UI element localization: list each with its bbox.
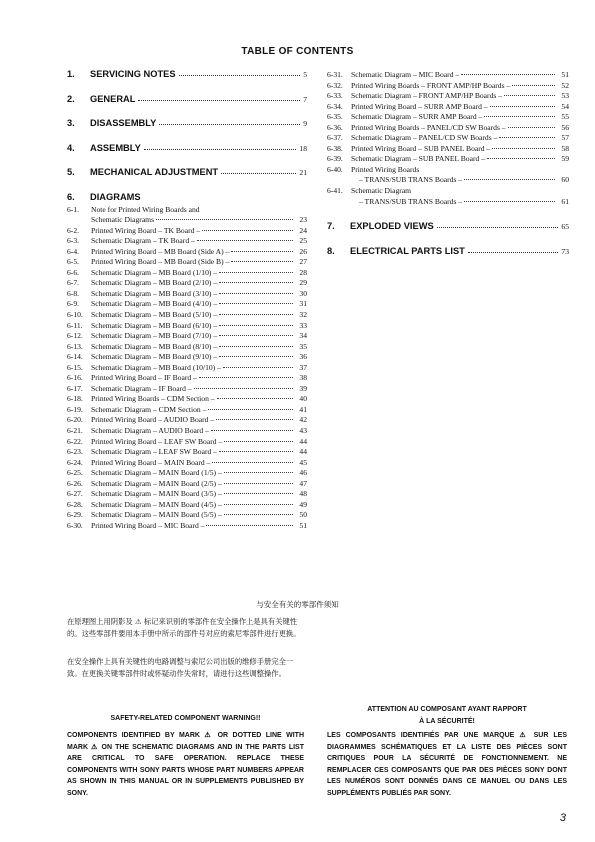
toc-entry[interactable] [67,278,307,289]
entry-title: Schematic Diagram – FRONT AMP/HP Boards – [351,91,503,101]
french-warning-title [327,704,567,727]
dot-leader [499,137,555,138]
entry-title: Schematic Diagram – IF Board – [91,383,192,393]
dot-leader [197,240,293,241]
french-warning-body: LES COMPOSANTS IDENTIFIÉS PAR UNE MARQUE ⚠ SUR LES DIAGRAMMES SCHÉMATIQUES ET LA LISTE DES PIÈCES SONT CRITIQUES POUR LA SÉCURITÉ DE FONCTIONNEMENT. NE REMPLACER CES COMPOSANTS QUE PAR DES PIÈCES SONY DONT LES NUMÉROS SONT DONNÉS DANS CE MANUEL OU DANS LES SUPPLÉMENTS PUBLIÉS PAR SONY. [327,732,567,797]
section-number: 5. [67,167,75,177]
toc-section[interactable] [67,117,307,142]
entry-title: Schematic Diagram – MB Board (3/10) – [91,288,218,298]
section-number: 8. [327,245,335,256]
toc-entry[interactable] [327,81,569,92]
toc-entry[interactable] [327,123,569,134]
entry-number: 6-27. [67,489,83,499]
dot-leader [221,173,296,174]
section-number: 3. [67,118,75,128]
entry-number: 6-38. [327,143,343,153]
entry-title: Printed Wiring Board – LEAF SW Board – [91,436,223,446]
safety-warning-body: COMPONENTS IDENTIFIED BY MARK ⚠ OR DOTTED LINE WITH MARK ⚠ ON THE SCHEMATIC DIAGRAMS AND IN THE PARTS LIST ARE CRITICAL TO SAFE OPERATION. REPLACE THESE COMPONENTS WITH SONY PARTS WHOSE PART NUMBERS APPEAR AS SHOWN IN THIS MANUAL OR IN SUPPLEMENTS PUBLISHED BY SONY. [67,732,304,797]
entry-page: 33 [299,320,307,330]
dot-leader [219,282,293,283]
toc-entry[interactable] [67,310,307,321]
entry-title: Printed Wiring Board – TK Board – [91,225,201,235]
toc-entry[interactable] [67,500,307,511]
entry-title: Schematic Diagram – MB Board (5/10) – [91,309,218,319]
section-title: EXPLODED VIEWS [350,221,434,232]
entry-number: 6-5. [67,257,80,267]
toc-sections-bottom [327,220,569,269]
entry-title: Schematic Diagram – PANEL/CD SW Boards – [351,133,498,143]
entry-page: 55 [561,112,569,122]
dot-leader [231,251,293,252]
dot-leader [202,230,293,231]
toc-left-column [67,68,307,531]
entry-page: 36 [299,352,307,362]
entry-number: 6-36. [327,122,343,132]
entry-title: Schematic Diagram – MAIN Board (1/5) – [91,468,222,478]
entry-number: 6-25. [67,468,83,478]
entry-title: Schematic Diagram – MAIN Board (4/5) – [91,499,222,509]
toc-entry[interactable] [67,437,307,448]
entry-page: 47 [299,478,307,488]
entry-title: Schematic Diagram – MAIN Board (2/5) – [91,478,222,488]
toc-section[interactable] [327,245,569,270]
entry-title: Printed Wiring Board – MAIN Board – [91,457,211,467]
chinese-notice-paragraph-2: 在安全操作上具有关键性的电路调整与索尼公司出版的维修手册完全一致。在更换关键零部件时或怀疑动作失常时，请进行这些调整操作。 [67,657,294,679]
entry-number: 6-23. [67,447,83,457]
dot-leader [231,261,293,262]
dot-leader [212,462,293,463]
toc-section[interactable] [67,166,307,191]
section-page: 73 [561,246,569,256]
section-title: DISASSEMBLY [90,118,157,128]
section-title: ELECTRICAL PARTS LIST [350,245,465,256]
entry-page: 25 [299,236,307,246]
entry-title: Schematic Diagram [351,186,412,196]
entry-title: Printed Wiring Boards – PANEL/CD SW Boards – [351,122,506,132]
toc-entry[interactable] [327,144,569,155]
entry-number: 6-24. [67,457,83,467]
dot-leader [468,252,559,253]
entry-number: 6-31. [327,70,343,79]
toc-entry[interactable] [327,154,569,165]
section-page: 5 [303,70,307,79]
entry-number: 6-11. [67,320,83,330]
entry-number: 6-37. [327,133,343,143]
toc-section[interactable] [67,93,307,118]
entry-title: Printed Wiring Boards – FRONT AMP/HP Boards – [351,80,511,90]
entry-page: 29 [299,278,307,288]
entry-number: 6-40. [327,164,343,174]
toc-entry[interactable] [67,331,307,342]
section-title: MECHANICAL ADJUSTMENT [90,167,219,177]
section-title: SERVICING NOTES [90,69,176,79]
entry-page: 35 [299,341,307,351]
entry-page: 56 [561,122,569,132]
entry-page: 54 [561,101,569,111]
entry-page: 44 [299,447,307,457]
entry-number: 6-29. [67,510,83,520]
entry-title: Schematic Diagram – MB Board (6/10) – [91,320,218,330]
dot-leader [219,303,293,304]
entry-page: 51 [299,520,307,530]
entry-number: 6-3. [67,236,80,246]
entry-page: 46 [299,468,307,478]
section-number: 6. [67,191,75,202]
chinese-notice-paragraph-1: 在原理图上用阴影及 ⚠ 标记来识别的零部件在安全操作上是具有关键性的。这些零部件要用本手册中所示的部件号对应的索尼零部件进行更换。 [67,617,301,639]
entry-title: Schematic Diagram – TK Board – [91,236,195,246]
entry-title: Printed Wiring Board – MIC Board – [91,520,205,530]
toc-entry[interactable] [327,186,569,197]
toc-entry[interactable] [67,521,307,532]
entry-number: 6-28. [67,499,83,509]
entry-title: Printed Wiring Board – MB Board (Side A) – [91,246,230,256]
dot-leader [223,367,293,368]
entry-page: 49 [299,499,307,509]
section-title: DIAGRAMS [90,191,141,202]
toc-entry[interactable] [67,289,307,300]
entry-number: 6-16. [67,373,83,383]
toc-diagram-entries-continued [327,70,569,207]
entry-title: Schematic Diagrams [91,215,155,225]
toc-right-column [327,70,569,269]
dot-leader [206,525,293,526]
entry-title: Schematic Diagram – MB Board (4/10) – [91,299,218,309]
dot-leader [156,219,293,220]
toc-entry[interactable] [327,165,569,176]
dot-leader [219,335,293,336]
entry-number: 6-18. [67,394,83,404]
entry-number: 6-4. [67,246,80,256]
toc-sections-top [67,68,307,191]
entry-page: 51 [561,70,569,79]
toc-entry[interactable] [67,236,307,247]
entry-page: 26 [299,246,307,256]
entry-title: Schematic Diagram – LEAF SW Board – [91,447,217,457]
dot-leader [219,325,293,326]
toc-entry[interactable] [327,70,569,81]
toc-entry[interactable] [67,468,307,479]
toc-entry[interactable] [327,197,569,208]
entry-title: Schematic Diagram – AUDIO Board – [91,425,209,435]
french-warning-title-line-2: À LA SÉCURITÉ! [419,717,475,725]
section-title: GENERAL [90,93,136,104]
entry-page: 48 [299,489,307,499]
dot-leader [219,356,293,357]
entry-page: 27 [299,257,307,267]
dot-leader [224,483,293,484]
entry-number: 6-1. [67,204,80,214]
entry-number: 6-8. [67,288,80,298]
page-title: TABLE OF CONTENTS [241,46,354,57]
entry-number: 6-6. [67,267,80,277]
entry-page: 61 [561,196,569,206]
toc-entry[interactable] [67,458,307,469]
entry-number: 6-21. [67,425,83,435]
section-page: 18 [299,143,307,153]
dot-leader [179,75,301,76]
toc-entry[interactable] [67,215,307,226]
dot-leader [504,95,555,96]
dot-leader [159,124,300,125]
entry-page: 28 [299,267,307,277]
toc-entry[interactable] [67,268,307,279]
dot-leader [219,346,293,347]
dot-leader [464,179,555,180]
entry-page: 43 [299,425,307,435]
dot-leader [138,100,300,101]
entry-number: 6-33. [327,91,343,101]
toc-entry[interactable] [67,384,307,395]
entry-title: Printed Wiring Boards – CDM Section – [91,394,215,404]
entry-title: Schematic Diagram – SUB PANEL Board – [351,154,485,164]
dot-leader [217,398,293,399]
toc-entry[interactable] [327,133,569,144]
entry-page: 34 [299,331,307,341]
entry-title: Schematic Diagram – SURR AMP Board – [351,112,483,122]
entry-page: 60 [561,175,569,185]
entry-number: 6-7. [67,278,80,288]
toc-entry[interactable] [67,373,307,384]
toc-section[interactable] [67,142,307,167]
entry-page: 38 [299,373,307,383]
toc-entry[interactable] [327,91,569,102]
toc-entry[interactable] [67,489,307,500]
dot-leader [437,227,559,228]
toc-entry[interactable] [327,175,569,186]
entry-page: 32 [299,309,307,319]
toc-section-diagrams[interactable] [67,191,307,205]
toc-entry[interactable] [67,226,307,237]
section-page: 65 [561,222,569,232]
dot-leader [508,127,555,128]
section-number: 1. [67,69,75,79]
entry-page: 50 [299,510,307,520]
entry-title: Schematic Diagram – MIC Board – [351,70,460,79]
dot-leader [219,293,293,294]
entry-number: 6-13. [67,341,83,351]
dot-leader [484,116,555,117]
entry-number: 6-35. [327,112,343,122]
entry-title: Schematic Diagram – MB Board (2/10) – [91,278,218,288]
entry-page: 59 [561,154,569,164]
dot-leader [224,472,293,473]
entry-number: 6-14. [67,352,83,362]
dot-leader [224,504,293,505]
entry-number: 6-41. [327,186,343,196]
toc-diagram-entries [67,205,307,532]
dot-leader [194,388,293,389]
dot-leader [512,85,555,86]
entry-title: Printed Wiring Board – SURR AMP Board – [351,101,488,111]
entry-title: Schematic Diagram – MB Board (9/10) – [91,352,218,362]
toc-entry[interactable] [67,352,307,363]
entry-title: Schematic Diagram – MB Board (1/10) – [91,267,218,277]
entry-title: Schematic Diagram – MB Board (10/10) – [91,362,221,372]
dot-leader [199,377,293,378]
entry-title: Printed Wiring Board – MB Board (Side B) – [91,257,230,267]
entry-number: 6-10. [67,309,83,319]
dot-leader [224,441,293,442]
toc-entry[interactable] [67,405,307,416]
safety-warning-title: SAFETY-RELATED COMPONENT WARNING!! [110,715,261,722]
entry-title: Printed Wiring Board – SUB PANEL Board – [351,143,491,153]
dot-leader [461,74,555,75]
entry-title: Schematic Diagram – MAIN Board (5/5) – [91,510,222,520]
entry-page: 23 [299,215,307,225]
entry-title: Schematic Diagram – CDM Section – [91,404,207,414]
section-page: 21 [299,168,307,177]
entry-page: 52 [561,80,569,90]
entry-title: – TRANS/SUB TRANS Boards – [359,196,463,206]
entry-number: 6-15. [67,362,83,372]
page-number: 3 [559,812,566,824]
entry-title: Schematic Diagram – MB Board (7/10) – [91,331,218,341]
entry-page: 40 [299,394,307,404]
dot-leader [144,149,297,150]
toc-entry[interactable] [67,342,307,353]
dot-leader [219,314,293,315]
toc-entry[interactable] [67,363,307,374]
entry-page: 41 [299,404,307,414]
spacer [327,207,569,220]
entry-title: Printed Wiring Board – IF Board – [91,373,197,383]
section-page: 7 [303,94,307,104]
entry-number: 6-2. [67,225,80,235]
entry-page: 39 [299,383,307,393]
entry-page: 58 [561,143,569,153]
dot-leader [211,430,293,431]
entry-number: 6-12. [67,331,83,341]
toc-entry[interactable] [67,321,307,332]
entry-number: 6-32. [327,80,343,90]
toc-entry[interactable] [67,447,307,458]
entry-number: 6-20. [67,415,83,425]
entry-page: 42 [299,415,307,425]
entry-number: 6-22. [67,436,83,446]
section-number: 4. [67,142,75,153]
entry-title: Printed Wiring Boards [351,164,420,174]
entry-page: 45 [299,457,307,467]
dot-leader [219,272,293,273]
entry-page: 24 [299,225,307,235]
toc-entry[interactable] [67,510,307,521]
entry-number: 6-26. [67,478,83,488]
toc-entry[interactable] [67,415,307,426]
entry-title: Printed Wiring Board – AUDIO Board – [91,415,215,425]
entry-title: Note for Printed Wiring Boards and [91,204,200,214]
dot-leader [208,409,293,410]
entry-number: 6-39. [327,154,343,164]
toc-entry[interactable] [67,394,307,405]
entry-number: 6-17. [67,383,83,393]
entry-page: 44 [299,436,307,446]
entry-page: 53 [561,91,569,101]
toc-section[interactable] [67,68,307,93]
toc-entry[interactable] [67,479,307,490]
entry-title: – TRANS/SUB TRANS Boards – [359,175,463,185]
toc-entry[interactable] [67,205,307,216]
section-number: 2. [67,93,75,104]
toc-section[interactable] [327,220,569,245]
dot-leader [219,451,293,452]
dot-leader [224,514,293,515]
entry-number: 6-30. [67,520,83,530]
toc-entry[interactable] [327,112,569,123]
toc-entry[interactable] [67,247,307,258]
section-page: 9 [303,119,307,128]
entry-page: 30 [299,288,307,298]
dot-leader [216,419,293,420]
entry-number: 6-19. [67,404,83,414]
dot-leader [490,106,555,107]
entry-page: 37 [299,362,307,372]
toc-entry[interactable] [327,102,569,113]
toc-entry[interactable] [67,257,307,268]
chinese-notice-title: 与安全有关的零部件须知 [256,600,339,609]
entry-title: Schematic Diagram – MB Board (8/10) – [91,341,218,351]
dot-leader [492,148,555,149]
entry-page: 57 [561,133,569,143]
entry-title: Schematic Diagram – MAIN Board (3/5) – [91,489,222,499]
entry-page: 31 [299,299,307,309]
dot-leader [224,493,293,494]
section-number: 7. [327,221,335,232]
french-warning-title-line-1: ATTENTION AU COMPOSANT AYANT RAPPORT [367,706,527,713]
dot-leader [464,201,555,202]
dot-leader [487,158,555,159]
section-title: ASSEMBLY [90,142,141,153]
toc-entry[interactable] [67,426,307,437]
entry-number: 6-34. [327,101,343,111]
toc-entry[interactable] [67,299,307,310]
entry-number: 6-9. [67,299,80,309]
